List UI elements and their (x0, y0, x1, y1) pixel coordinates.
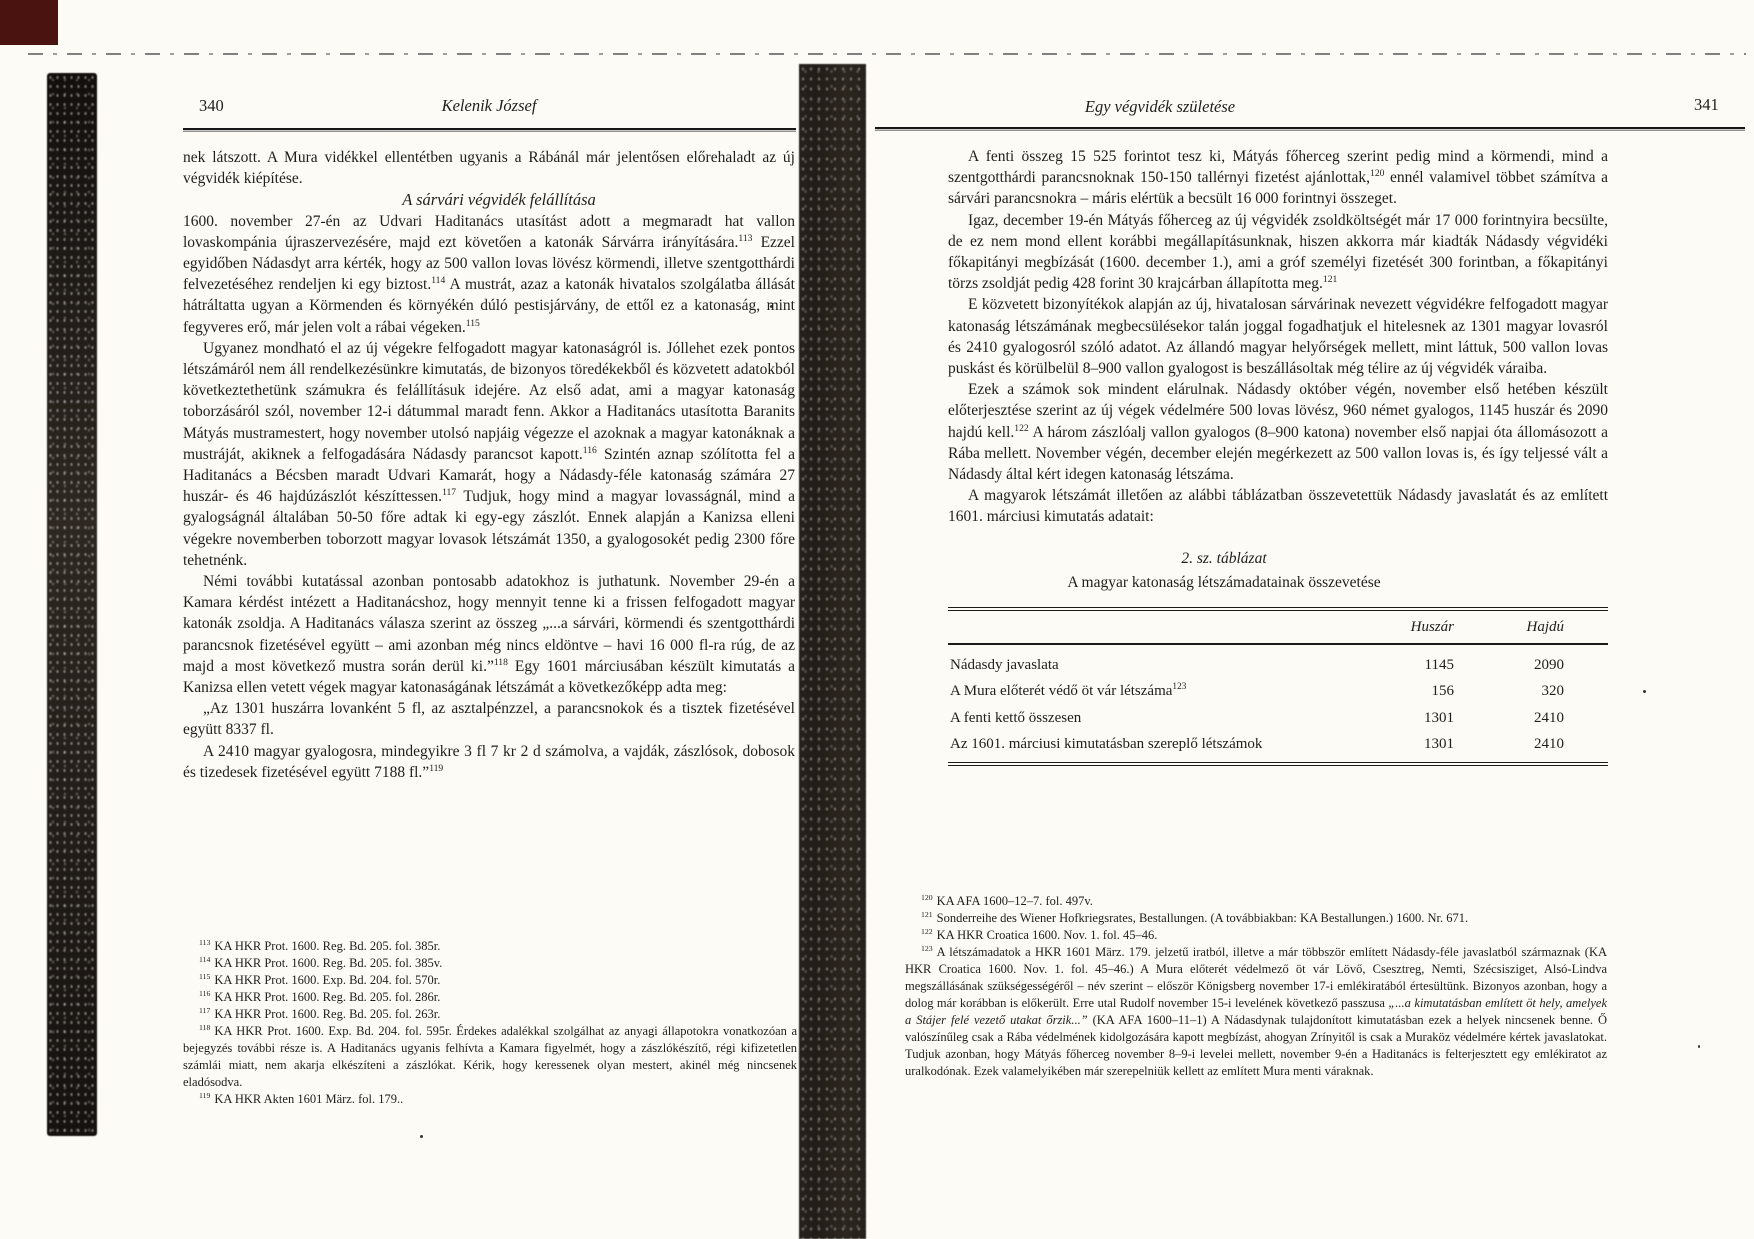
footnote (183, 1006, 797, 1023)
huszar-value: 1301 (1424, 709, 1454, 726)
column-header-huszar: Huszár (1410, 619, 1454, 636)
footnote (183, 1023, 797, 1091)
table-row (948, 652, 1608, 678)
huszar-value: 1145 (1424, 657, 1454, 674)
scan-fold-dashed-line (28, 53, 1746, 55)
row-label: A Mura előterét védő öt vár létszáma$^{123}$ (950, 682, 1187, 700)
huszar-value: 1301 (1424, 735, 1454, 752)
right-running-title: Egy végvidék születése (1084, 97, 1236, 116)
paragraph: Ugyanez mondható el az új végekre felfogadott magyar katonaságról is. Jóllehet ezek pontos létszámáról nem áll rendelkezésünkre kimutatás, de bizonyos töredékekből és közvetett adatokból következtethetünk számukra és felállításuk idejére. Az első adat, ami a magyar katonaság toborzásáról szól, november 12-i dátummal maradt fenn. Akkor a Haditanács utasította Baranits Mátyás mustramestert, hogy november utolsó napjáig végezze el azoknak a magyar katonáknak a mustráját, akiknek a felfogadására Nádasdy parancsot kapott.$^{116}$ Szintén aznap szólította fel a Haditanács a Bécsben maradt Udvari Kamarát, hogy a Nádasdy-féle katonaság számára 27 huszár- és 46 hajdúzászlót készíttessen.$^{117}$ Tudjuk, hogy mind a magyar lovasságnál, mind a gyalogságnál általában 50-50 főre adtak ki egy-egy zászlót. Ennek alapján a Kanizsa elleni végekre novemberben toborzott magyar lovasok létszámát 1350, a gyalogosokét pedig 2300 főre tehetnénk. (183, 339, 796, 569)
paragraph: Igaz, december 19-én Mátyás főherceg az új végvidék zsoldköltségét már 17 000 forintnyira becsülte, de ez nem mond ellent korábbi megállapításunknak, hiszen akkorra már kiadták Nádasdy végvidéki főkapitányi megbízását (1600. december 1.), ami a gróf személyi fizetését 300 forintban, a főkapitányi törzs zsoldját pedig 428 forint 30 krajcárban állapította meg.$^{121}$ (948, 211, 1608, 293)
scan-speck (1643, 690, 1646, 693)
table-row (948, 731, 1608, 757)
footnote-text: KA HKR Prot. 1600. Exp. Bd. 204. fol. 595r. Érdekes adalékkal szolgálhat az anyagi állapotokra vonatkozóan a bejegyzés további része is. A Haditanács ugyanis felhívta a Kamara figyelmét, hogy a zászlókészítő, régi kifizetetlen számlái miatt, nem akarja elkészíteni a zászlókat. Kérik, hogy keressenek olyan mestert, akinél még nincsenek eladósodva. (183, 1024, 797, 1089)
footnote-text: KA HKR Akten 1601 März. fol. 179.. (214, 1092, 404, 1106)
row-label: A fenti kettő összesen (950, 709, 1082, 726)
paragraph: A 2410 magyar gyalogosra, mindegyikre 3 fl 7 kr 2 d számolva, a vajdák, zászlósok, dobosok és tizedesek fizetésével együtt 7188 fl.”$^{119}$ (183, 742, 795, 781)
footnote-text: A létszámadatok a HKR 1601 März. 179. jelzetű iratból, illetve a már többször említett Nádasdy-féle javaslatból származnak (KA HKR Croatica 1600. Nov. 1. fol. 45–46.) A Mura előterét védelmező öt vár Lövő, Csesztreg, Nemti, Szécsisziget, Alsó-Lindva megszállásának szükségességéről – név szerint – először Königsberg november 17-i emlékiratából értesültünk. Bizonyos azonban, hogy a dolog már korábban is előkerült. Erre utal Rudolf november 15-i levelének következő passzusa „...a kimutatásban említett öt hely, amelyek a Stájer felé vezető utakat őrzik...” (KA AFA 1600–11–1) A Nádasdynak tulajdonított kimutatásban ezek a helyek nincsenek benne. Ő valószínűleg csak a Rába védelmének kidolgozására kapott megbízást, ahogyan Zrínyitől is csak a Muraköz védelmére kértek javaslatokat. Tudjuk azonban, hogy Mátyás főherceg november 8–9-i levelei mellett, november 9-én a Haditanács is felterjesztett egy emlékiratot az uralkodónak. Ezek valamelyikében már szerepelniük kellett az említett Mura menti váraknak. (905, 945, 1608, 1078)
paragraph: Ezek a számok sok mindent elárulnak. Nádasdy október végén, november első hetében készült előterjesztése szerint az új végek védelmére 500 lovas lövész, 960 német gyalogos, 1145 huszár és 2090 hajdú kell.$^{122}$ A három zászlóalj vallon gyalogos (8–900 katona) november első napjai óta állomásozott a Rába mellett. November végén, december elején megérkezett az 500 vallon lovas is, és így teljessé vált a Nádasdy által kért idegen katonaság létszáma. (948, 381, 1608, 484)
footnote-number: 123 (921, 943, 933, 953)
hajdu-value: 2410 (1534, 735, 1564, 752)
huszar-value: 156 (1431, 683, 1454, 700)
table-caption-number: 2. sz. táblázat (1181, 549, 1267, 567)
right-page-number: 341 (1694, 95, 1719, 114)
scan-left-edge-band (47, 73, 97, 1136)
table-body (948, 645, 1608, 762)
column-header-hajdu: Hajdú (1526, 619, 1564, 636)
paragraph: „Az 1301 huszárra lovanként 5 fl, az asztalpénzzel, a parancsnokok és a tisztek fizetésével együtt 8337 fl. (183, 700, 795, 739)
footnote-text: KA HKR Prot. 1600. Reg. Bd. 205. fol. 286r. (214, 990, 441, 1004)
table-row (948, 678, 1608, 704)
hajdu-value: 320 (1541, 683, 1564, 700)
footnote-text: KA HKR Prot. 1600. Reg. Bd. 205. fol. 385v. (214, 956, 443, 970)
left-header-rule (183, 128, 796, 132)
table-caption-title: A magyar katonaság létszámadatainak összevetése (1067, 573, 1381, 591)
footnote-number: 120 (921, 892, 933, 902)
footnote-number: 118 (199, 1022, 211, 1032)
row-label: Az 1601. márciusi kimutatásban szereplő létszámok (950, 735, 1263, 752)
footnote (183, 1091, 797, 1108)
footnote-text: KA HKR Prot. 1600. Exp. Bd. 204. fol. 570r. (214, 973, 441, 987)
scan-speck (420, 1135, 423, 1138)
footnote-text: KA HKR Prot. 1600. Reg. Bd. 205. fol. 263r. (214, 1007, 441, 1021)
footnote (183, 972, 797, 989)
left-footnotes (183, 938, 797, 1108)
footnote-text: Sonderreihe des Wiener Hofkriegsrates, Bestallungen. (A továbbiakban: KA Bestallungen.) 1600. Nr. 671. (936, 911, 1469, 925)
footnote-text: KA HKR Croatica 1600. Nov. 1. fol. 45–46. (936, 928, 1158, 942)
hajdu-value: 2410 (1534, 709, 1564, 726)
footnote (905, 893, 1607, 910)
troop-comparison-table (948, 607, 1608, 766)
right-header-rule (875, 127, 1745, 131)
footnote-number: 114 (199, 954, 211, 964)
left-page-number: 340 (199, 96, 224, 115)
footnote-text: KA HKR Prot. 1600. Reg. Bd. 205. fol. 385r. (214, 939, 441, 953)
scan-gutter-band (799, 64, 866, 1239)
paragraph: E közvetett bizonyítékok alapján az új, hivatalosan sárvárinak nevezett végvidékre felfogadott magyar katonaság létszámának megbecsülésekor talán joggal fogadhatjuk el hitelesnek az 1301 magyar lovasról és 2410 gyalogosról szóló adatot. Az állandó magyar helyőrségek mellett, mint láttuk, 500 vallon lovas puskást és körülbelül 8–900 vallon gyalogost is beszállásoltak még télire az új végvidék váraiba. (948, 296, 1608, 378)
footnote-number: 121 (921, 909, 933, 919)
footnote (905, 944, 1607, 1080)
footnote (183, 989, 797, 1006)
table-row (948, 705, 1608, 731)
left-page-body (183, 147, 795, 783)
row-label: Nádasdy javaslata (950, 657, 1059, 674)
left-running-title: Kelenik József (441, 96, 537, 115)
footnote-number: 116 (199, 988, 211, 998)
footnote (183, 955, 797, 972)
footnote-number: 117 (199, 1005, 211, 1015)
footnote-number: 119 (199, 1090, 211, 1100)
section-heading: A sárvári végvidék felállítása (402, 190, 596, 210)
paragraph: nek látszott. A Mura vidékkel ellentétben ugyanis a Rábánál már jelentősen előrehaladt az új végvidék kiépítése. (183, 149, 795, 188)
hajdu-value: 2090 (1534, 657, 1564, 674)
table-header-row (948, 611, 1608, 645)
left-running-header (183, 96, 795, 122)
footnote (905, 910, 1607, 927)
footnote-text: KA AFA 1600–12–7. fol. 497v. (936, 894, 1093, 908)
footnote-number: 122 (921, 926, 933, 936)
paragraph: A fenti összeg 15 525 forintot tesz ki, Mátyás főherceg szerint pedig mind a körmendi, mind a szentgotthárdi parancsnoknak 150-150 tallérnyi fizetést ajánlottak,$^{120}$ ennél valamivel többet számítva a sárvári parancsnokra – máris elértük a becsült 16 000 forintnyi összeget. (948, 148, 1608, 208)
right-footnotes (905, 893, 1607, 1080)
footnote-number: 113 (199, 937, 211, 947)
footnote (183, 938, 797, 955)
scan-speck (1698, 1045, 1700, 1048)
paragraph: A magyarok létszámát illetően az alábbi táblázatban összevetettük Nádasdy javaslatát és az említett 1601. márciusi kimutatás adatait: (948, 487, 1608, 526)
paragraph: 1600. november 27-én az Udvari Haditanács utasítást adott a megmaradt hat vallon lovaskompánia újraszervezésére, majd ezt követően a katonák Sárvárra irányítására.$^{113}$ Ezzel egyidőben Nádasdyt arra kérték, hogy az 500 vallon lovas lövész körmendi, illetve szentgotthárdi felvezetéséhez rendeljen ki egy biztost.$^{114}$ A mustrát, azaz a katonák hivatalos szolgálatba állását hátráltatta ugyan a Körmenden és környékén dúló pestisjárvány, de ettől ez a katonaság, mint fegyveres erő, már jelen volt a rábai végeken.$^{115}$ (183, 212, 795, 336)
scan-corner-mark (0, 0, 58, 45)
right-page-body (948, 146, 1608, 766)
footnote-number: 115 (199, 971, 211, 981)
footnote (905, 927, 1607, 944)
paragraph: Némi további kutatással azonban pontosabb adatokhoz is juthatunk. November 29-én a Kamara kérdést intézett a Haditanácshoz, hogy mennyit tenne ki a frissen felfogadott magyar katonák zsoldja. A Haditanács válasza szerint az összeg „...a sárvári, körmendi és szentgotthárdi parancsnok fizetésével együtt – ami azonban még nincs eldöntve – havi 16 000 fl-ra rúg, de az majd a most következő mustra során derül ki.”$^{118}$ Egy 1601 márciusában készült kimutatás a Kanizsa ellen vetett végek magyar katonaságának létszámát a következőképp adta meg: (183, 573, 796, 697)
